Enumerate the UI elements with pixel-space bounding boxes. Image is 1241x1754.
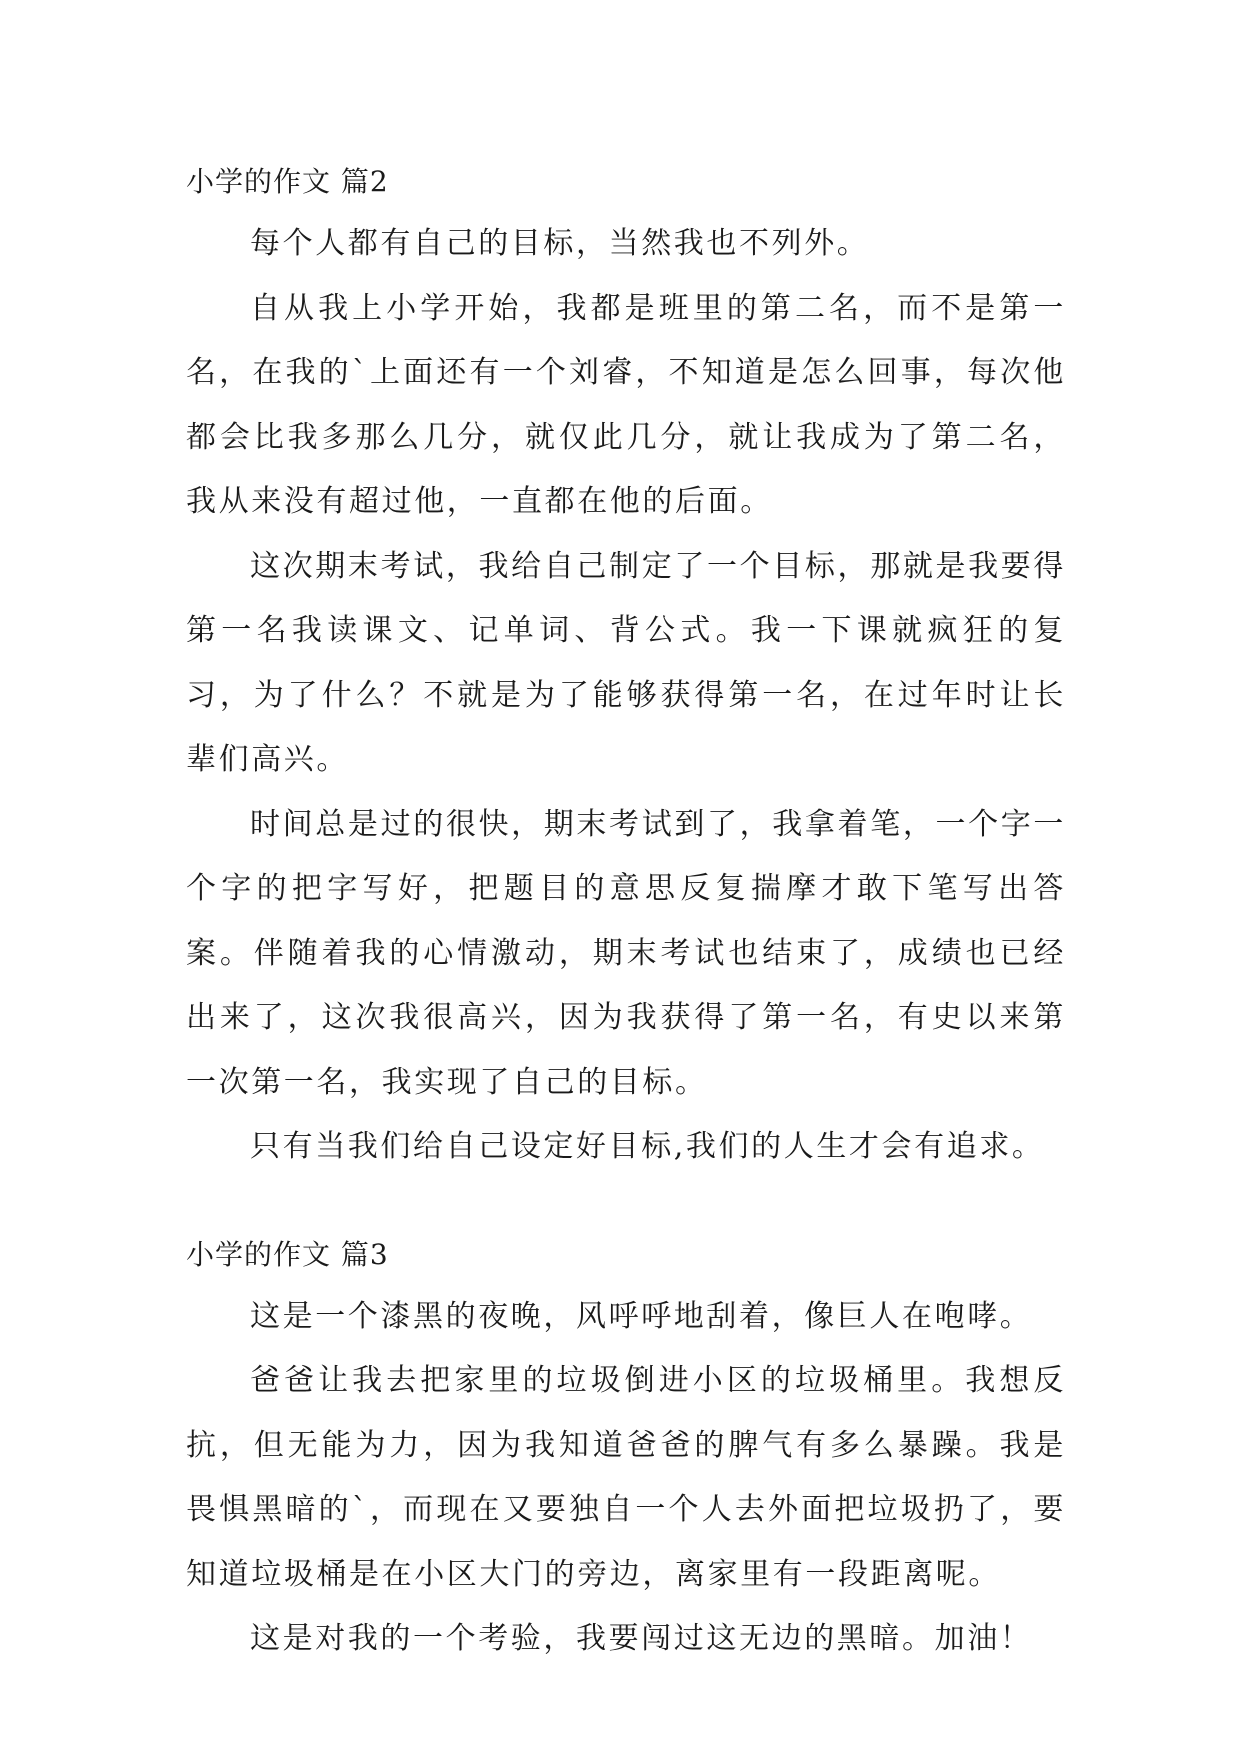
essay-section-2 bbox=[186, 152, 1066, 1180]
section-heading: 小学的作文 篇3 bbox=[186, 1237, 389, 1271]
paragraph: 每个人都有自己的目标，当然我也不列外。 bbox=[250, 226, 870, 261]
paragraph: 时间总是过的很快，期末考试到了，我拿着笔，一个字一个字的把字写好，把题目的意思反复揣摩才敢下笔写出答案。伴随着我的心情激动，期末考试也结束了，成绩也已经出来了，这次我很高兴，因为我获得了第一名，有史以来第一次第一名，我实现了自己的目标。 bbox=[186, 806, 1066, 1100]
section-heading: 小学的作文 篇2 bbox=[186, 165, 389, 198]
paragraph: 这是一个漆黑的夜晚，风呼呼地刮着，像巨人在咆哮。 bbox=[250, 1298, 1033, 1334]
paragraph: 这次期末考试，我给自己制定了一个目标，那就是我要得第一名我读课文、记单词、背公式。我一下课就疯狂的复习，为了什么？不就是为了能够获得第一名，在过年时让长辈们高兴。 bbox=[186, 548, 1066, 777]
paragraph: 自从我上小学开始，我都是班里的第二名，而不是第一名，在我的`上面还有一个刘睿，不知道是怎么回事，每次他都会比我多那么几分，就仅此几分，就让我成为了第二名，我从来没有超过他，一直都在他的后面。 bbox=[186, 290, 1066, 519]
paragraph: 只有当我们给自己设定好目标,我们的人生才会有追求。 bbox=[250, 1129, 1045, 1164]
paragraph: 这是对我的一个考验，我要闯过这无边的黑暗。加油！ bbox=[250, 1621, 1033, 1656]
essay-section-3 bbox=[186, 1225, 1066, 1672]
paragraph: 爸爸让我去把家里的垃圾倒进小区的垃圾桶里。我想反抗，但无能为力，因为我知道爸爸的脾气有多么暴躁。我是畏惧黑暗的`，而现在又要独自一个人去外面把垃圾扔了，要知道垃圾桶是在小区大门的旁边，离家里有一段距离呢。 bbox=[186, 1363, 1066, 1592]
document-body bbox=[186, 152, 1066, 1672]
